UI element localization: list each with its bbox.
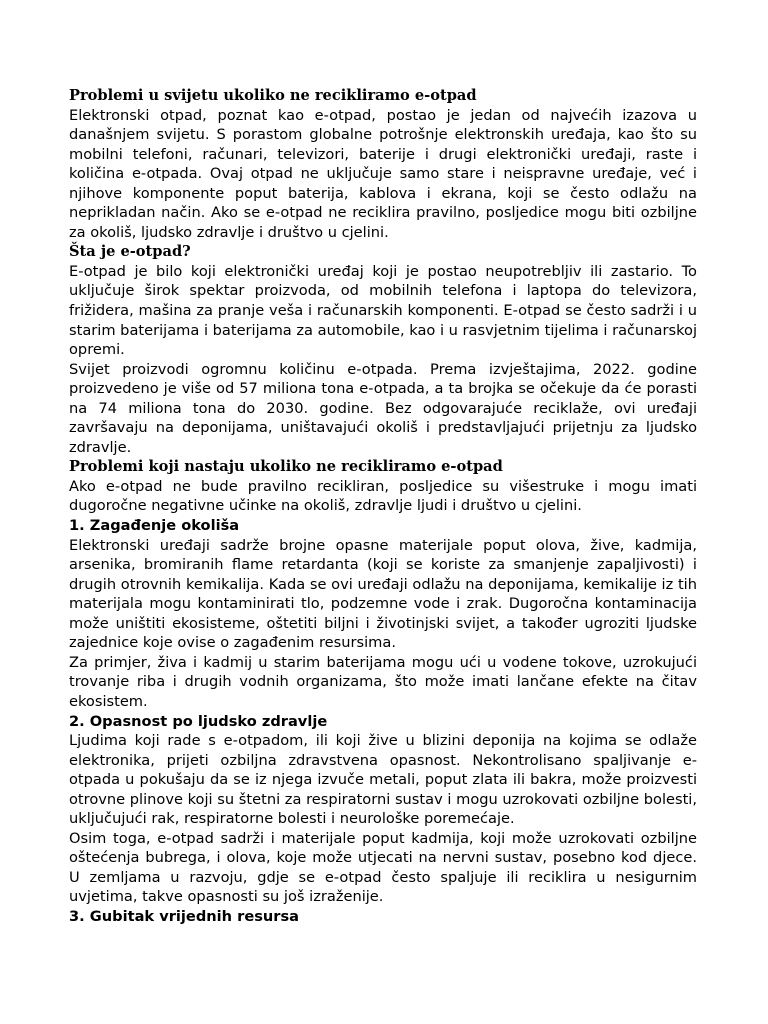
paragraph: Ljudima koji rade s e-otpadom, ili koji žive u blizini deponija na kojima se odlaže elektronika, prijeti ozbiljna zdravstvena opasnost. Nekontrolisano spaljivanje e-otpada u pokušaju da se iz njega izvuče metali, poput zlata ili bakra, može proizvesti otrovne plinove koji su štetni za respiratorni sustav i mogu uzrokovati ozbiljne bolesti, uključujući rak, respiratorne bolesti i neurološke poremećaje. <box>69 732 697 828</box>
paragraph: Svijet proizvodi ogromnu količinu e-otpada. Prema izvještajima, 2022. godine proizvedeno je više od 57 miliona tona e-otpada, a ta brojka se očekuje da će porasti na 74 miliona tona do 2030. godine. Bez odgovarajuće reciklaže, ovi uređaji završavaju na deponijama, uništavajući okoliš i predstavljajući prijetnju za ljudsko zdravlje. <box>69 360 697 456</box>
paragraph: Za primjer, živa i kadmij u starim baterijama mogu ući u vodene tokove, uzrokujući trovanje riba i drugih vodnih organizama, što može imati lančane efekte na čitav ekosistem. <box>69 653 697 710</box>
section-heading-3: 3. Gubitak vrijednih resursa <box>69 907 300 925</box>
document-title: Problemi u svijetu ukoliko ne recikliramo e-otpad <box>69 87 477 104</box>
paragraph: Osim toga, e-otpad sadrži i materijale poput kadmija, koji može uzrokovati ozbiljne oštećenja bubrega, i olova, koje može utjecati na nervni sustav, posebno kod djece. U zemljama u razvoju, gdje se e-otpad često spaljuje ili reciklira u nesigurnim uvjetima, takve opasnosti su još izraženije. <box>69 829 697 906</box>
document-page <box>69 86 697 927</box>
paragraph: Elektronski uređaji sadrže brojne opasne materijale poput olova, žive, kadmija, arsenika, bromiranih flame retardanta (koji se koriste za smanjenje zapaljivosti) i drugih otrovnih kemikalija. Kada se ovi uređaji odlažu na deponijama, kemikalije iz tih materijala mogu kontaminirati tlo, podzemne vode i zrak. Dugoročna kontaminacija može uništiti ekosisteme, oštetiti biljni i životinjski svijet, a također ugroziti ljudske zajednice koje ovise o zagađenim resursima. <box>69 536 697 652</box>
paragraph: Ako e-otpad ne bude pravilno recikliran, posljedice su višestruke i mogu imati dugoročne negativne učinke na okoliš, zdravlje ljudi i društvo u cjelini. <box>69 477 697 515</box>
section-heading-what: Šta je e-otpad? <box>69 243 191 261</box>
paragraph: E-otpad je bilo koji elektronički uređaj koji je postao neupotrebljiv ili zastario. To uključuje širok spektar proizvoda, od mobilnih telefona i laptopa do televizora, frižidera, mašina za pranje veša i računarskih komponenti. E-otpad se često sadrži i u starim baterijama i baterijama za automobile, kao i u rasvjetnim tijelima i računarskoj opremi. <box>69 262 697 359</box>
section-heading-problems: Problemi koji nastaju ukoliko ne recikliramo e-otpad <box>69 458 503 476</box>
intro-paragraph: Elektronski otpad, poznat kao e-otpad, postao je jedan od najvećih izazova u današnjem svijetu. S porastom globalne potrošnje elektronskih uređaja, kao što su mobilni telefoni, računari, televizori, baterije i drugi elektronički uređaji, raste i količina e-otpada. Ovaj otpad ne uključuje samo stare i neispravne uređaje, već i njihove komponente poput baterija, kablova i ekrana, koji se često odlažu na neprikladan način. Ako se e-otpad ne reciklira pravilno, posljedice mogu biti ozbiljne za okoliš, ljudsko zdravlje i društvo u cjelini. <box>69 106 697 241</box>
section-heading-2: 2. Opasnost po ljudsko zdravlje <box>69 712 328 730</box>
section-heading-1: 1. Zagađenje okoliša <box>69 517 240 535</box>
